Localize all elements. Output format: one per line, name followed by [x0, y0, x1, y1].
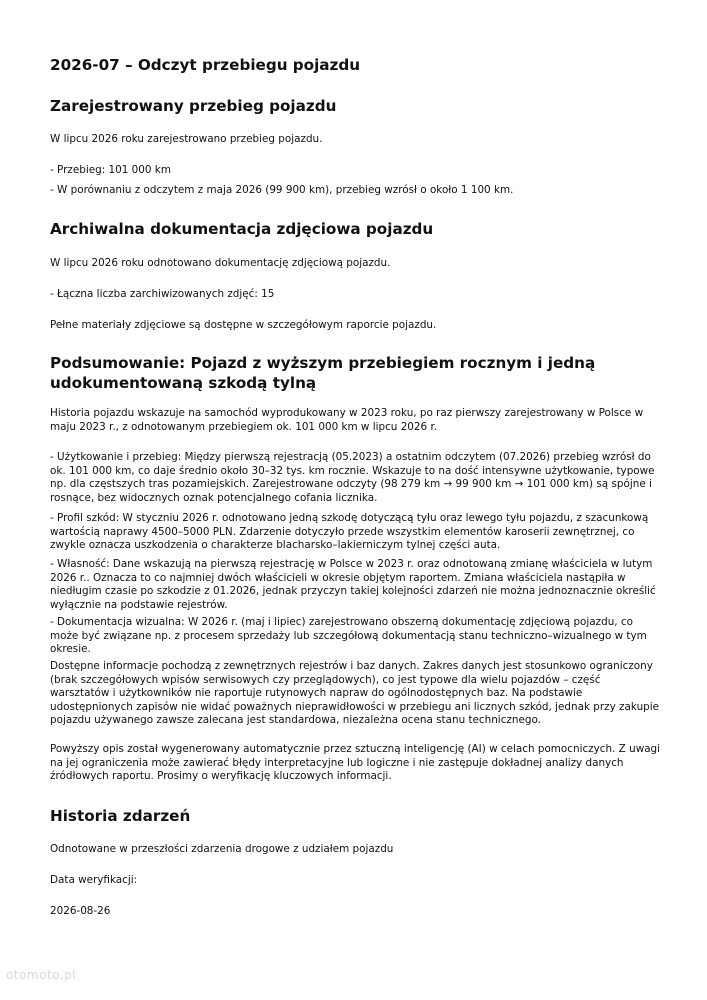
- photo-heading: Archiwalna dokumentacja zdjęciowa pojazdu: [50, 220, 434, 238]
- photo-intro: W lipcu 2026 roku odnotowano dokumentację zdjęciową pojazdu.: [50, 257, 391, 269]
- mileage-comparison: - W porównaniu z odczytem z maja 2026 (99 900 km), przebieg wzrósł o około 1 100 km.: [50, 184, 514, 196]
- verification-date: 2026-08-26: [50, 905, 111, 917]
- summary-ownership: - Własność: Dane wskazują na pierwszą rejestrację w Polsce w 2023 r. oraz odnotowaną zmianę właściciela w lutym 2026 r.. Oznacza to co najmniej dwóch właścicieli w okresie objętym raportem. Zmiana właściciela nastąpiła w niedługim czasie po szkodzie z 01.2026, jednak przyczyn takiej kolejności zdarzeń nie można jednoznacznie określić wyłącznie na podstawie rejestrów.: [50, 558, 656, 611]
- page-title: 2026-07 – Odczyt przebiegu pojazdu: [50, 56, 361, 74]
- summary-heading: Podsumowanie: Pojazd z wyższym przebiegiem rocznym i jedną udokumentowaną szkodą tylną: [50, 354, 596, 392]
- history-heading: Historia zdarzeń: [50, 807, 191, 825]
- mileage-heading: Zarejestrowany przebieg pojazdu: [50, 97, 337, 115]
- photo-note: Pełne materiały zdjęciowe są dostępne w szczegółowym raporcie pojazdu.: [50, 319, 437, 331]
- mileage-intro: W lipcu 2026 roku zarejestrowano przebieg pojazdu.: [50, 133, 323, 145]
- summary-usage: - Użytkowanie i przebieg: Między pierwszą rejestracją (05.2023) a ostatnim odczytem (07.2026) przebieg wzrósł do ok. 101 000 km, co daje średnio około 30–32 tys. km rocznie. Wskazuje to na dość intensywne użytkowanie, typowe np. dla częstszych tras pozamiejskich. Zarejestrowane odczyty (98 279 km → 99 900 km → 101 000 km) są spójne i rosnące, bez widocznych oznak potencjalnego cofania licznika.: [50, 451, 655, 504]
- ai-disclaimer: Powyższy opis został wygenerowany automatycznie przez sztuczną inteligencję (AI) w celach pomocniczych. Z uwagi na jej ograniczenia może zawierać błędy interpretacyjne lub logiczne i nie zastępuje dokładnej analizy danych źródłowych raportu. Prosimy o weryfikację kluczowych informacji.: [50, 743, 661, 783]
- summary-visual-docs: - Dokumentacja wizualna: W 2026 r. (maj i lipiec) zarejestrowano obszerną dokumentację zdjęciową pojazdu, co może być związane np. z procesem sprzedaży lub szczegółową dokumentacją stanu techniczno–wizualnego w tym okresie.: [50, 616, 647, 656]
- summary-sources: Dostępne informacje pochodzą z zewnętrznych rejestrów i baz danych. Zakres danych jest stosunkowo ograniczony (brak szczegółowych wpisów serwisowych czy przeglądowych), co jest typowe dla wielu pojazdów – część warsztatów i użytkowników nie raportuje rutynowych napraw do ogólnodostępnych baz. Na podstawie udostępnionych zapisów nie widać poważnych nieprawidłowości w przebiegu ani licznych szkód, jednak przy zakupie pojazdu używanego zawsze zalecana jest standardowa, niezależna ocena stanu technicznego.: [50, 660, 660, 727]
- summary-intro: Historia pojazdu wskazuje na samochód wyprodukowany w 2023 roku, po raz pierwszy zarejestrowany w Polsce w maju 2023 r., z odnotowanym przebiegiem ok. 101 000 km w lipcu 2026 r.: [50, 407, 644, 433]
- verification-label: Data weryfikacji:: [50, 874, 138, 886]
- mileage-value: - Przebieg: 101 000 km: [50, 164, 171, 176]
- watermark-logo: otomoto.pl: [6, 968, 77, 982]
- history-intro: Odnotowane w przeszłości zdarzenia drogowe z udziałem pojazdu: [50, 843, 394, 855]
- photo-count: - Łączna liczba zarchiwizowanych zdjęć: 15: [50, 288, 275, 300]
- summary-damage: - Profil szkód: W styczniu 2026 r. odnotowano jedną szkodę dotyczącą tyłu oraz lewego tyłu pojazdu, z szacunkową wartością naprawy 4500–5000 PLN. Zdarzenie dotyczyło przede wszystkim elementów karoserii zewnętrznej, co zwykle oznacza uszkodzenia o charakterze blacharsko–lakierniczym tylnej części auta.: [50, 512, 649, 552]
